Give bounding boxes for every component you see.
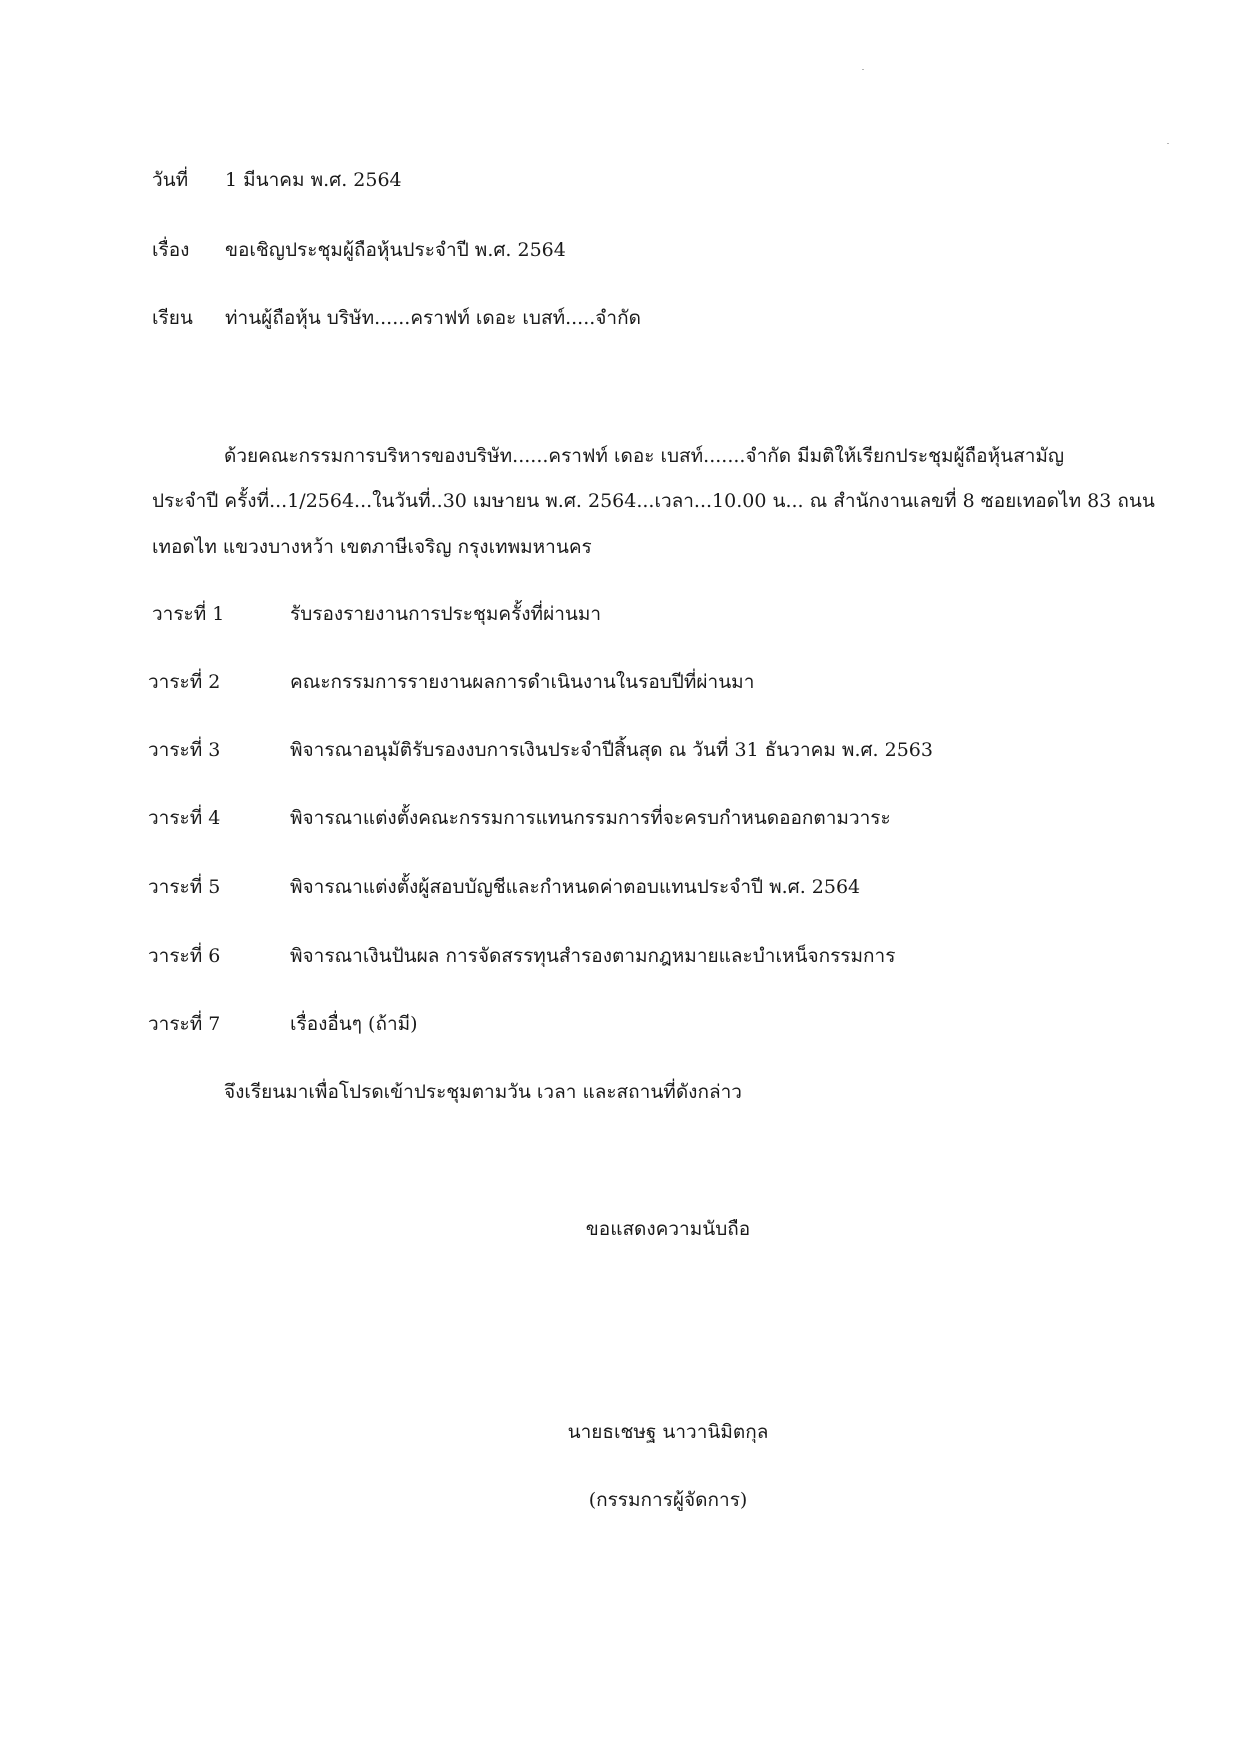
agenda-item-label: วาระที่ 2 [148, 671, 221, 693]
agenda-item-label: วาระที่ 7 [148, 1013, 221, 1035]
recipient-label: เรียน [152, 307, 193, 329]
subject-value: ขอเชิญประชุมผู้ถือหุ้นประจำปี พ.ศ. 2564 [225, 239, 566, 261]
agenda-item-label: วาระที่ 1 [152, 603, 225, 625]
regards-line: ขอแสดงความนับถือ [585, 1218, 751, 1240]
intro-line-3: เทอดไท แขวงบางหว้า เขตภาษีเจริญ กรุงเทพมหานคร [152, 536, 592, 558]
agenda-item-text: เรื่องอื่นๆ (ถ้ามี) [290, 1013, 418, 1035]
agenda-item-label: วาระที่ 6 [148, 945, 221, 967]
scan-speck [862, 69, 864, 70]
date-value: 1 มีนาคม พ.ศ. 2564 [225, 169, 402, 191]
signer-title: (กรรมการผู้จัดการ) [588, 1489, 748, 1511]
scan-speck [1167, 143, 1169, 144]
agenda-item-text: พิจารณาเงินปันผล การจัดสรรทุนสำรองตามกฎหมายและบำเหน็จกรรมการ [290, 945, 896, 967]
agenda-item-label: วาระที่ 4 [148, 807, 221, 829]
agenda-item-text: พิจารณาแต่งตั้งผู้สอบบัญชีและกำหนดค่าตอบแทนประจำปี พ.ศ. 2564 [290, 876, 861, 898]
agenda-item-label: วาระที่ 3 [148, 739, 221, 761]
agenda-item-label: วาระที่ 5 [148, 876, 221, 898]
closing-invitation: จึงเรียนมาเพื่อโปรดเข้าประชุมตามวัน เวลา และสถานที่ดังกล่าว [224, 1081, 742, 1103]
subject-label: เรื่อง [152, 239, 190, 261]
agenda-item-text: พิจารณาอนุมัติรับรองงบการเงินประจำปีสิ้นสุด ณ วันที่ 31 ธันวาคม พ.ศ. 2563 [290, 739, 933, 761]
agenda-item-text: พิจารณาแต่งตั้งคณะกรรมการแทนกรรมการที่จะครบกำหนดออกตามวาระ [290, 807, 891, 829]
signer-name: นายธเชษฐ นาวานิมิตกุล [567, 1421, 769, 1443]
recipient-value: ท่านผู้ถือหุ้น บริษัท......คราฟท์ เดอะ เบสท์.....จำกัด [225, 307, 641, 329]
agenda-item-text: รับรองรายงานการประชุมครั้งที่ผ่านมา [290, 603, 602, 625]
intro-line-1: ด้วยคณะกรรมการบริหารของบริษัท......คราฟท์ เดอะ เบสท์.......จำกัด มีมติให้เรียกประชุมผู้ถือหุ้นสามัญ [224, 445, 1065, 467]
date-label: วันที่ [152, 169, 189, 191]
agenda-item-text: คณะกรรมการรายงานผลการดำเนินงานในรอบปีที่ผ่านมา [290, 671, 755, 693]
intro-line-2: ประจำปี ครั้งที่...1/2564...ในวันที่..30 เมษายน พ.ศ. 2564...เวลา...10.00 น... ณ สำนักงานเลขที่ 8 ซอยเทอดไท 83 ถนน [152, 490, 1155, 512]
